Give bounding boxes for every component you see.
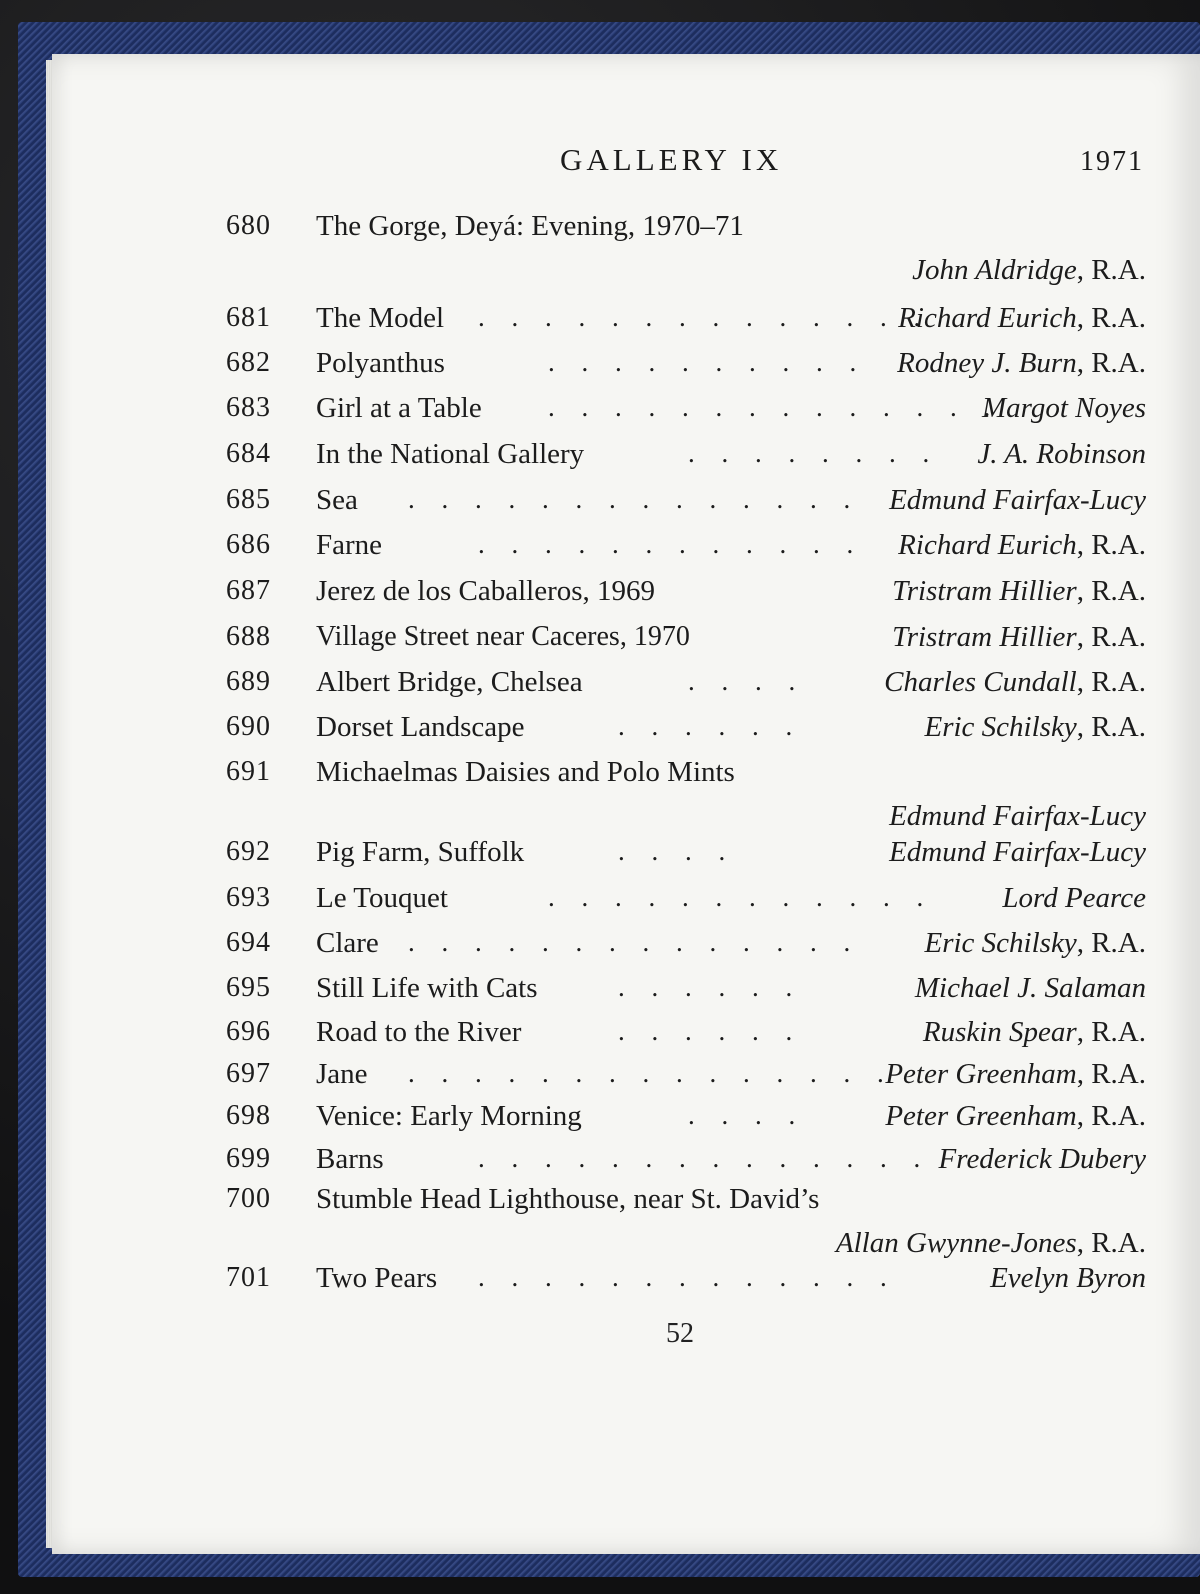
entry-title: Stumble Head Lighthouse, near St. David’s [316, 1183, 820, 1215]
dot-leader: . . . . . . . . [688, 438, 940, 468]
entry-number: 680 [226, 210, 271, 241]
entry-artist [885, 1058, 1146, 1091]
entry-title: In the National Gallery [316, 438, 585, 470]
artist-suffix: , R.A. [1076, 1100, 1146, 1132]
entry-number: 693 [226, 882, 271, 913]
entry-number: 689 [226, 666, 271, 697]
entry-number: 681 [226, 302, 271, 333]
entry-artist [925, 711, 1147, 744]
artist-suffix: , R.A. [1076, 529, 1146, 561]
entry-title: Farne [316, 529, 383, 561]
dot-leader: . . . . . . [618, 711, 803, 741]
entry-artist [892, 621, 1146, 654]
catalogue-entry [226, 575, 1146, 615]
artist-suffix: , R.A. [1076, 666, 1146, 698]
catalogue-entry [226, 210, 1146, 294]
entry-title: Le Touquet [316, 882, 448, 914]
entry-number: 687 [226, 575, 271, 606]
dot-leader: . . . . . . . . . . . . . . [408, 927, 861, 957]
entry-title: Jane [316, 1058, 368, 1090]
dot-leader: . . . . . . [618, 1016, 803, 1046]
catalogue-entry [226, 882, 1146, 922]
dot-leader: . . . . . . . . . . . . . . [478, 1143, 931, 1173]
artist-suffix: , R.A. [1076, 347, 1146, 379]
entry-artist [977, 438, 1146, 471]
entry-number: 683 [226, 392, 271, 423]
artist-name: Richard Eurich [898, 529, 1077, 561]
artist-suffix: , R.A. [1076, 1016, 1146, 1048]
entry-title: Albert Bridge, Chelsea [316, 666, 583, 698]
dot-leader: . . . . [688, 1100, 806, 1130]
catalogue-entry [226, 302, 1146, 342]
catalogue-entry [226, 711, 1146, 751]
entry-artist [836, 1227, 1146, 1260]
artist-suffix: , R.A. [1076, 254, 1146, 286]
entry-number: 699 [226, 1143, 271, 1174]
artist-name: John Aldridge [912, 254, 1077, 286]
page-number: 52 [666, 1318, 694, 1349]
catalogue-entry [226, 666, 1146, 706]
dot-leader: . . . . . . . . . . . . . . [478, 302, 931, 332]
artist-name: Charles Cundall [884, 666, 1077, 698]
artist-name: Allan Gwynne-Jones [835, 1227, 1077, 1259]
artist-suffix: , R.A. [1076, 575, 1146, 607]
artist-name: Edmund Fairfax-Lucy [889, 800, 1146, 832]
artist-suffix: , R.A. [1076, 1227, 1146, 1259]
entry-number: 688 [226, 621, 271, 652]
entry-artist [982, 392, 1146, 425]
entry-artist [912, 254, 1146, 287]
artist-suffix: , R.A. [1076, 621, 1146, 653]
catalogue-entry [226, 1058, 1146, 1098]
entry-artist [892, 575, 1146, 608]
catalogue-entry [226, 1143, 1146, 1183]
entry-artist [885, 1100, 1146, 1133]
entry-title: Clare [316, 927, 379, 959]
catalogue-entry [226, 392, 1146, 432]
catalogue-entry [226, 927, 1146, 967]
artist-name: Ruskin Spear [922, 1016, 1077, 1048]
artist-name: Eric Schilsky [924, 711, 1077, 743]
entry-number: 695 [226, 972, 271, 1003]
entry-title: Road to the River [316, 1016, 522, 1048]
artist-name: Frederick Dubery [938, 1143, 1146, 1175]
entry-number: 691 [226, 756, 271, 787]
entry-title: The Model [316, 302, 445, 334]
artist-name: Peter Greenham [885, 1100, 1077, 1132]
entry-number: 684 [226, 438, 271, 469]
entry-artist [889, 836, 1146, 869]
entry-artist [898, 529, 1146, 562]
artist-name: Rodney J. Burn [897, 347, 1077, 379]
entry-artist [923, 1016, 1146, 1049]
entry-title: Michaelmas Daisies and Polo Mints [316, 756, 735, 788]
catalogue-entry [226, 1100, 1146, 1140]
catalogue-entry [226, 836, 1146, 876]
entry-title: Jerez de los Caballeros, 1969 [316, 575, 656, 607]
entry-number: 682 [226, 347, 271, 378]
entry-artist [925, 927, 1147, 960]
entry-number: 696 [226, 1016, 271, 1047]
entry-artist [898, 302, 1146, 335]
catalogue-entry [226, 621, 1146, 661]
entry-number: 692 [226, 836, 271, 867]
catalogue-entry [226, 972, 1146, 1012]
dot-leader: . . . . [688, 666, 806, 696]
artist-suffix: , R.A. [1076, 927, 1146, 959]
entry-artist [939, 1143, 1146, 1176]
artist-name: Lord Pearce [1002, 882, 1146, 914]
entry-title: The Gorge, Deyá: Evening, 1970–71 [316, 210, 744, 242]
dot-leader: . . . . . . . . . . . . . . [408, 484, 861, 514]
entry-title: Still Life with Cats [316, 972, 538, 1004]
entry-title: Polyanthus [316, 347, 445, 379]
artist-name: Margot Noyes [981, 392, 1146, 424]
gallery-title: GALLERY IX [560, 142, 783, 177]
artist-name: J. A. Robinson [977, 438, 1146, 470]
entry-number: 690 [226, 711, 271, 742]
entry-title: Two Pears [316, 1262, 438, 1294]
catalogue-entry [226, 1262, 1146, 1302]
entry-number: 685 [226, 484, 271, 515]
catalogue-entry [226, 347, 1146, 387]
catalogue-entry [226, 438, 1146, 478]
entry-number: 698 [226, 1100, 271, 1131]
artist-name: Edmund Fairfax-Lucy [889, 484, 1146, 516]
catalogue-entry [226, 1183, 1146, 1267]
entry-artist [889, 484, 1146, 517]
entry-number: 697 [226, 1058, 271, 1089]
entry-artist [915, 972, 1146, 1005]
catalogue-entry [226, 1016, 1146, 1056]
entry-title: Venice: Early Morning [316, 1100, 582, 1132]
artist-name: Tristram Hillier [892, 621, 1077, 653]
entry-number: 700 [226, 1183, 271, 1214]
artist-name: Eric Schilsky [924, 927, 1077, 959]
artist-name: Edmund Fairfax-Lucy [889, 836, 1146, 868]
entry-artist [884, 666, 1146, 699]
catalogue-entry [226, 529, 1146, 569]
dot-leader: . . . . . . . . . . . . . [478, 1262, 897, 1292]
dot-leader: . . . . . . [618, 972, 803, 1002]
dot-leader: . . . . . . . . . . . . . . . [408, 1058, 894, 1088]
artist-suffix: , R.A. [1076, 302, 1146, 334]
entry-artist [990, 1262, 1146, 1295]
dot-leader: . . . . . . . . . . . . [548, 882, 934, 912]
header-year: 1971 [1080, 146, 1144, 177]
entry-number: 701 [226, 1262, 271, 1293]
artist-name: Evelyn Byron [990, 1262, 1146, 1294]
artist-name: Michael J. Salaman [914, 972, 1146, 1004]
entry-artist [897, 347, 1146, 380]
entry-title: Dorset Landscape [316, 711, 525, 743]
entry-artist [889, 800, 1146, 833]
entry-number: 686 [226, 529, 271, 560]
entry-title: Barns [316, 1143, 384, 1175]
artist-name: Richard Eurich [898, 302, 1077, 334]
dot-leader: . . . . [618, 836, 736, 866]
dot-leader: . . . . . . . . . . . . . . [548, 392, 1001, 422]
dot-leader: . . . . . . . . . . . . [478, 529, 864, 559]
entry-title: Village Street near Caceres, 1970 [316, 621, 690, 652]
catalogue-entry [226, 484, 1146, 524]
artist-name: Peter Greenham [885, 1058, 1077, 1090]
entry-title: Pig Farm, Suffolk [316, 836, 525, 868]
artist-suffix: , R.A. [1076, 711, 1146, 743]
catalogue-entry [226, 756, 1146, 840]
entry-artist [1002, 882, 1146, 915]
entry-title: Girl at a Table [316, 392, 482, 424]
artist-name: Tristram Hillier [892, 575, 1077, 607]
artist-suffix: , R.A. [1076, 1058, 1146, 1090]
entry-number: 694 [226, 927, 271, 958]
entry-title: Sea [316, 484, 358, 516]
dot-leader: . . . . . . . . . . [548, 347, 867, 377]
